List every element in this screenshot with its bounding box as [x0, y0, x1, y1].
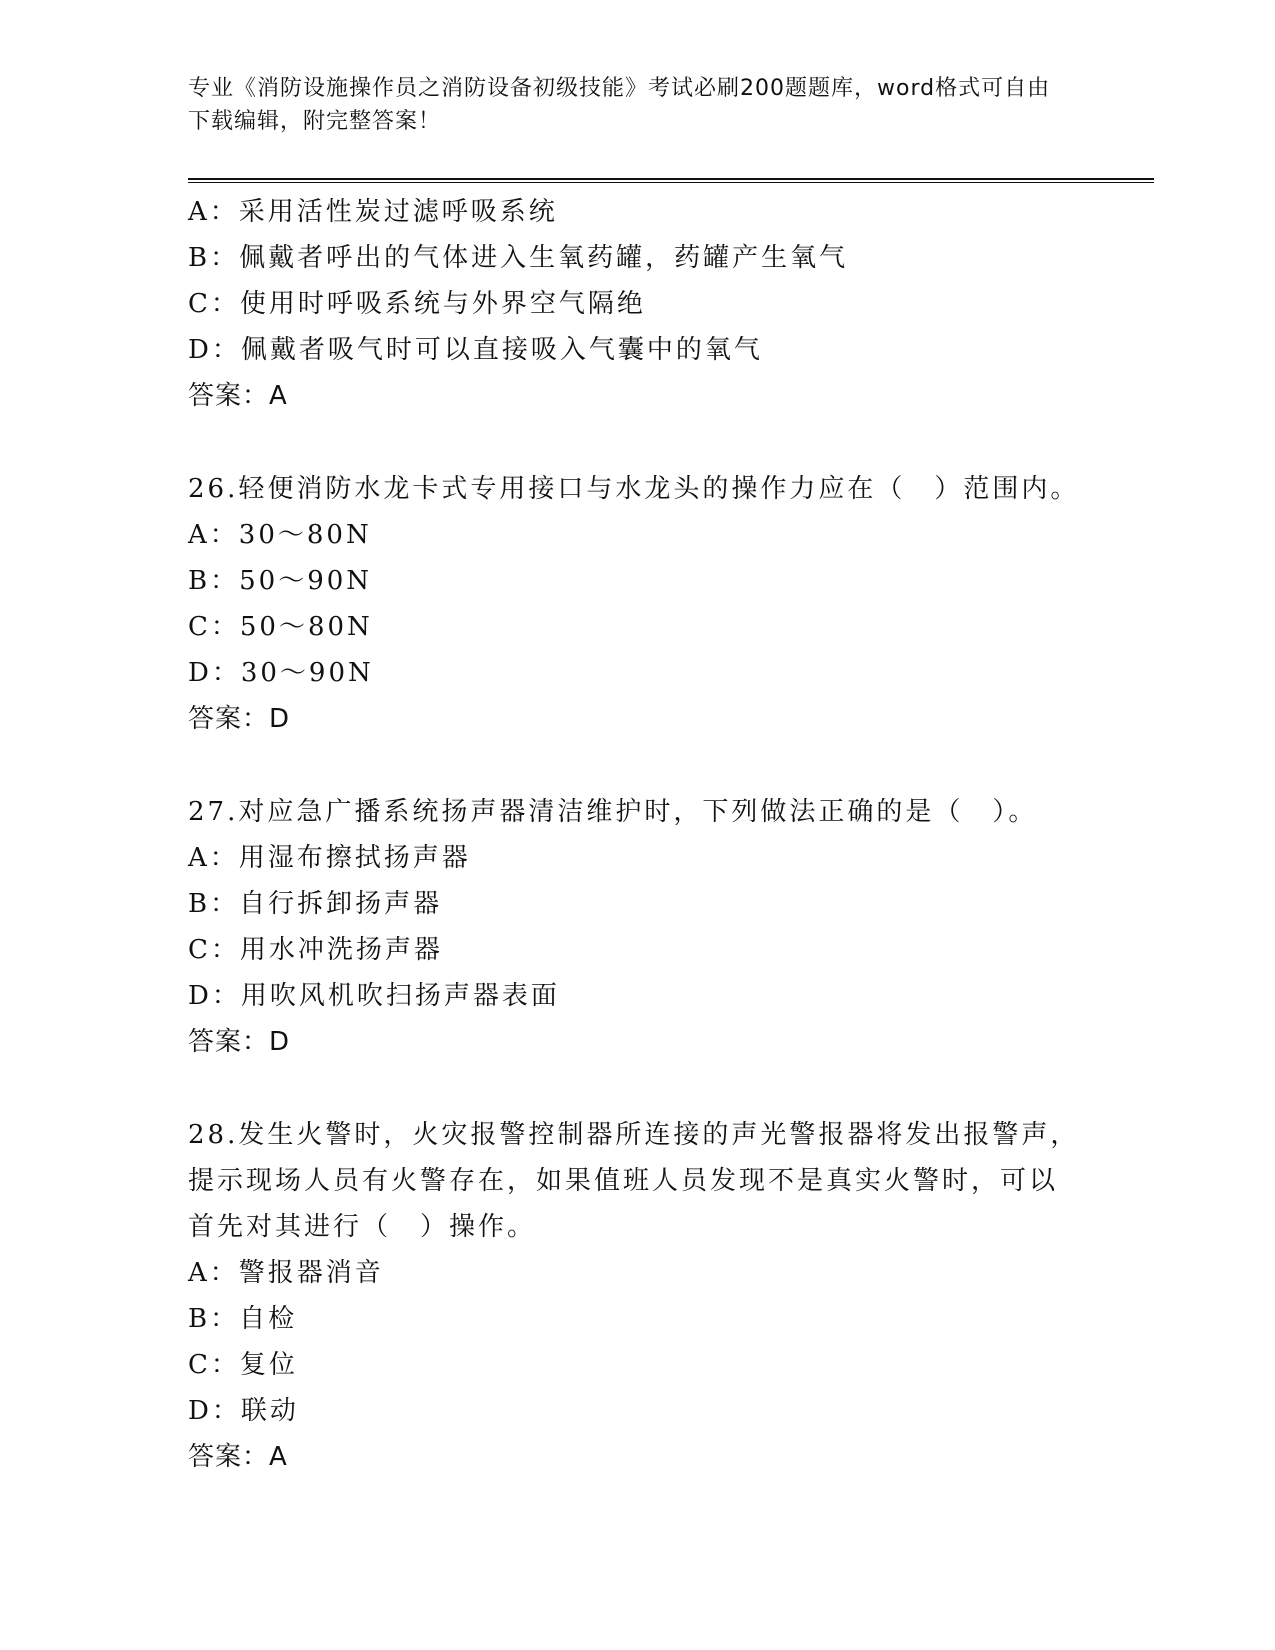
answer-line: 答案：D	[188, 704, 291, 734]
question-block-27	[188, 789, 1088, 1065]
question-stem-line-2: 提示现场人员有火警存在，如果值班人员发现不是真实火警时，可以	[188, 1166, 1059, 1196]
answer-line: 答案：A	[188, 1442, 288, 1472]
option-a: A：30～80N	[188, 520, 372, 550]
option-c: C：使用时呼吸系统与外界空气隔绝	[188, 289, 646, 319]
option-c: C：50～80N	[188, 612, 373, 642]
question-block-26	[188, 466, 1088, 742]
question-block-25	[188, 189, 1088, 419]
option-b: B：自检	[188, 1304, 298, 1334]
question-block-28	[188, 1112, 1088, 1480]
question-stem-line-1: 28.发生火警时，火灾报警控制器所连接的声光警报器将发出报警声，	[188, 1120, 1080, 1150]
option-d: D：佩戴者吸气时可以直接吸入气囊中的氧气	[188, 335, 763, 365]
question-list	[188, 189, 1088, 1480]
option-a: A：警报器消音	[188, 1258, 384, 1288]
answer-line: 答案：D	[188, 1027, 291, 1057]
option-c: C：用水冲洗扬声器	[188, 935, 443, 965]
option-d: D：联动	[188, 1396, 299, 1426]
question-stem: 27.对应急广播系统扬声器清洁维护时，下列做法正确的是（ ）。	[188, 797, 1038, 827]
answer-line: 答案：A	[188, 381, 288, 411]
option-d: D：30～90N	[188, 658, 374, 688]
option-b: B：自行拆卸扬声器	[188, 889, 443, 919]
option-b: B：50～90N	[188, 566, 373, 596]
option-a: A：采用活性炭过滤呼吸系统	[188, 197, 558, 227]
question-stem-line-3: 首先对其进行（ ）操作。	[188, 1212, 537, 1242]
document-header	[188, 72, 1068, 138]
header-text: 专业《消防设施操作员之消防设备初级技能》考试必刷200题题库，word格式可自由下载编辑，附完整答案！	[188, 76, 1051, 134]
option-a: A：用湿布擦拭扬声器	[188, 843, 471, 873]
option-b: B：佩戴者呼出的气体进入生氧药罐，药罐产生氧气	[188, 243, 849, 273]
question-stem: 26.轻便消防水龙卡式专用接口与水龙头的操作力应在（ ）范围内。	[188, 474, 1080, 504]
header-divider	[188, 178, 1154, 183]
option-c: C：复位	[188, 1350, 298, 1380]
option-d: D：用吹风机吹扫扬声器表面	[188, 981, 560, 1011]
